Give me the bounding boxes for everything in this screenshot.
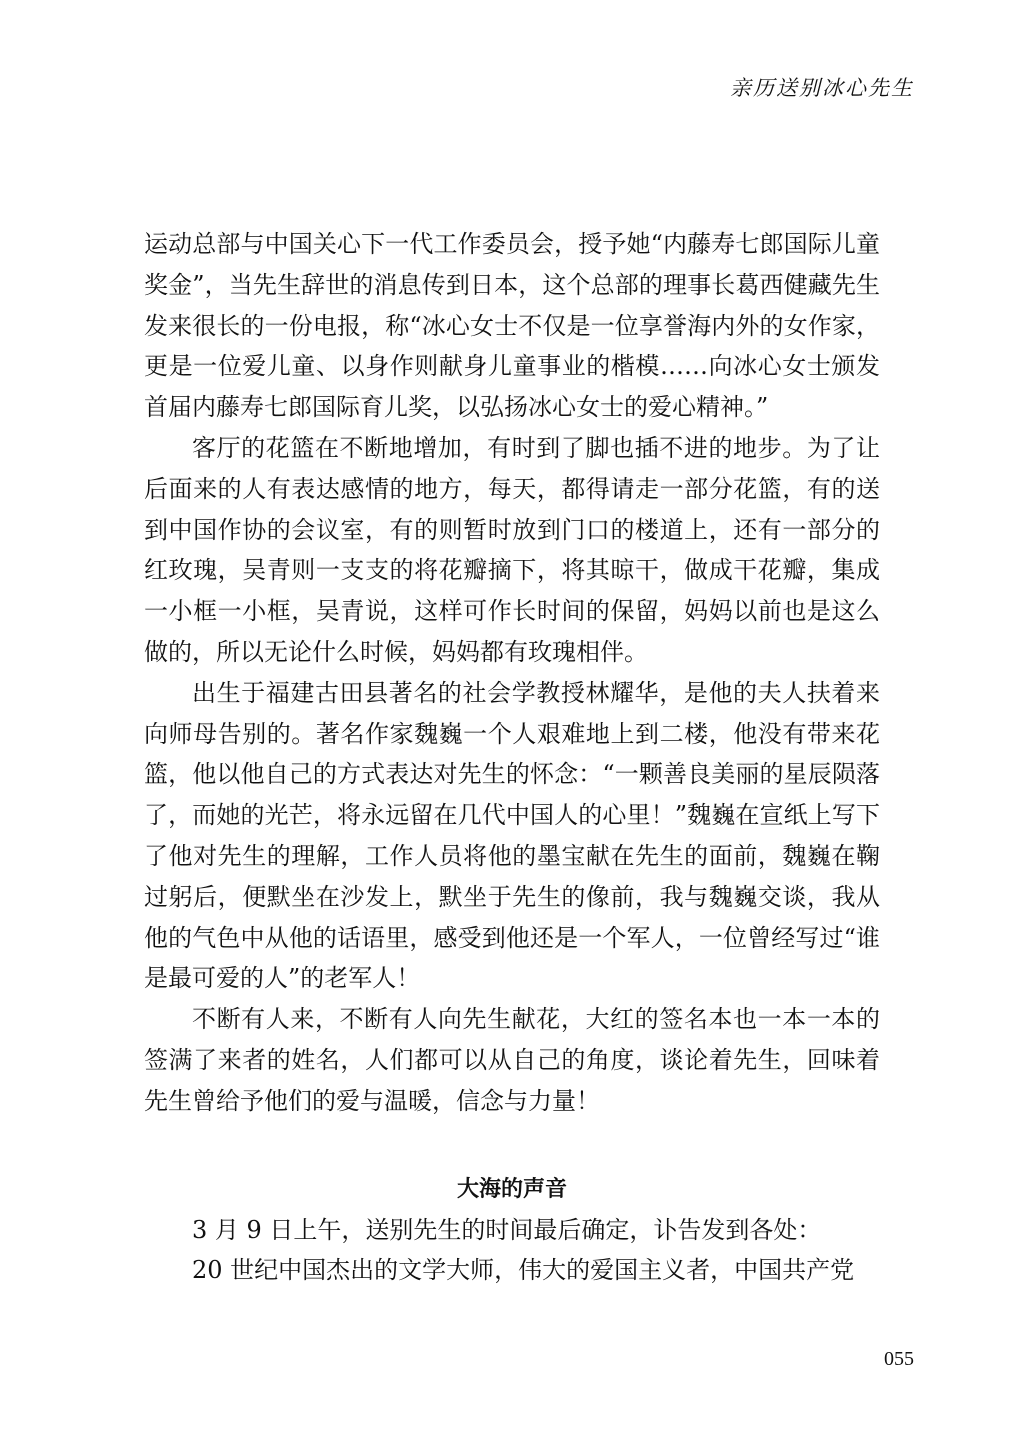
running-header: 亲历送别冰心先生 (730, 76, 914, 100)
body-paragraph-1: 运动总部与中国关心下一代工作委员会，授予她“内藤寿七郎国际儿童奖金”，当先生辞世的消息传到日本，这个总部的理事长葛西健藏先生发来很长的一份电报，称“冰心女士不仅是一位享誉海内外的女作家，更是一位爱儿童、以身作则献身儿童事业的楷模……向冰心女士颁发首届内藤寿七郎国际育儿奖，以弘扬冰心女士的爱心精神。” (144, 230, 880, 422)
page-number: 055 (884, 1348, 914, 1370)
page-body (144, 224, 880, 1291)
section-title: 大海的声音 (456, 1176, 567, 1202)
body-paragraph-3: 出生于福建古田县著名的社会学教授林耀华，是他的夫人扶着来向师母告别的。著名作家魏巍一个人艰难地上到二楼，他没有带来花篮，他以他自己的方式表达对先生的怀念：“一颗善良美丽的星辰陨落了，而她的光芒，将永远留在几代中国人的心里！”魏巍在宣纸上写下了他对先生的理解，工作人员将他的墨宝献在先生的面前，魏巍在鞠过躬后，便默坐在沙发上，默坐于先生的像前，我与魏巍交谈，我从他的气色中从他的话语里，感受到他还是一个军人，一位曾经写过“谁是最可爱的人”的老军人！ (144, 678, 880, 993)
body-paragraph-2: 客厅的花篮在不断地增加，有时到了脚也插不进的地步。为了让后面来的人有表达感情的地方，每天，都得请走一部分花篮，有的送到中国作协的会议室，有的则暂时放到门口的楼道上，还有一部分的红玫瑰，吴青则一支支的将花瓣摘下，将其晾干，做成干花瓣，集成一小框一小框，吴青说，这样可作长时间的保留，妈妈以前也是这么做的，所以无论什么时候，妈妈都有玫瑰相伴。 (144, 433, 880, 666)
section-paragraph-2: 20 世纪中国杰出的文学大师，伟大的爱国主义者，中国共产党 (192, 1256, 855, 1285)
body-paragraph-4: 不断有人来，不断有人向先生献花，大红的签名本也一本一本的签满了来者的姓名，人们都可以从自己的角度，谈论着先生，回味着先生曾给予他们的爱与温暖，信念与力量！ (144, 1005, 880, 1115)
section-paragraph-1: 3 月 9 日上午，送别先生的时间最后确定，讣告发到各处： (192, 1215, 822, 1244)
